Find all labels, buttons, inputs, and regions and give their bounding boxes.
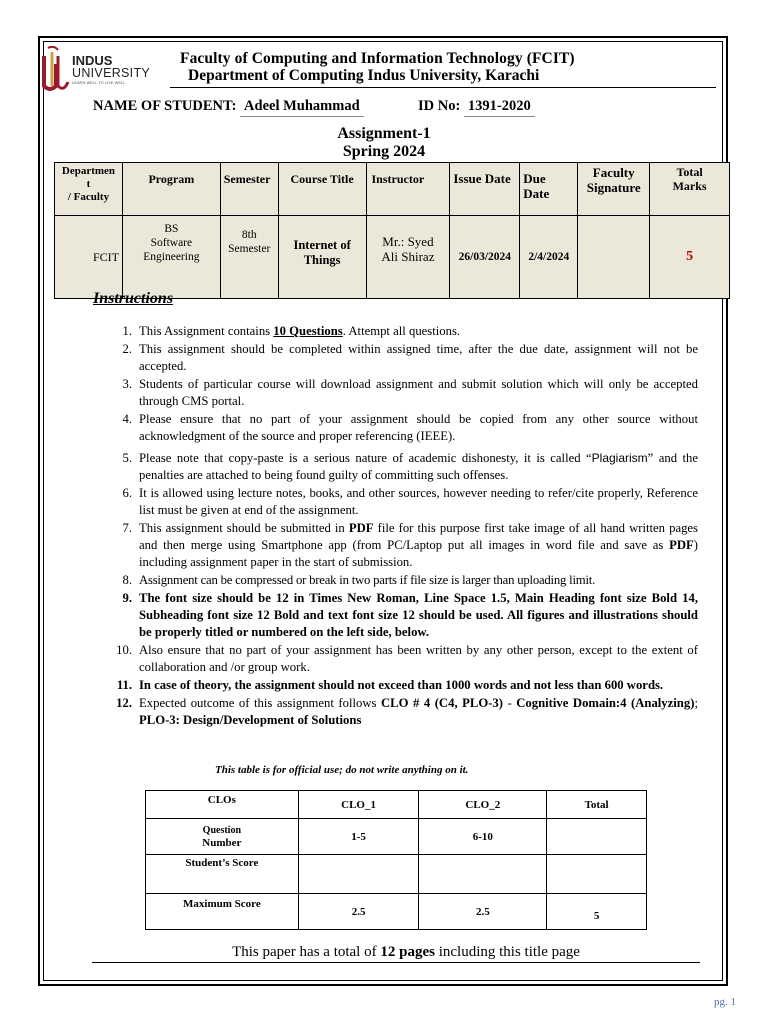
header-department: Departmen t / Faculty [55, 163, 123, 216]
logo-name: INDUS [72, 53, 113, 68]
list-item: 11. In case of theory, the assignment should not exceed than 1000 words and not less than 600 words. [116, 678, 664, 692]
course-info-table [54, 162, 730, 299]
cell-issue-date: 26/03/2024 [450, 216, 520, 299]
cell-course-title: Internet of Things [278, 216, 366, 299]
cell-program: BS Software Engineering [122, 216, 220, 299]
list-item: 1. This Assignment contains 10 Questions. Attempt all questions. [122, 324, 461, 338]
table-row: Question Number 1-5 6-10 [146, 819, 647, 855]
student-name-label: NAME OF STUDENT: [93, 98, 237, 114]
header-issue-date: Issue Date [450, 163, 520, 216]
cell-faculty-signature [578, 216, 650, 299]
clo-table [145, 790, 647, 930]
list-item: 6. It is allowed using lecture notes, books, and other sources, however needing to refer/cite properly, Reference list must be given at end of the assignment. [122, 486, 698, 517]
total-pages-note: This paper has a total of 12 pages including this title page [232, 944, 580, 960]
list-item: 3. Students of particular course will download assignment and submit solution which will only be accepted through CMS portal. [122, 377, 698, 408]
list-item: 5. Please note that copy-paste is a serious nature of academic dishonesty, it is called “Plagiarism” and the penalties are attached to being found guilty of committing such offenses. [122, 451, 699, 482]
official-use-note: This table is for official use; do not write anything on it. [215, 764, 469, 776]
header-due-date: Due Date [520, 163, 578, 216]
assignment-term: Spring 2024 [342, 143, 426, 160]
list-item: 7. This assignment should be submitted in PDF file for this purpose first take image of all hand written pages and then merge using Smartphone app (from PC/Laptop put all images in word file and save as PDF) including assignment paper in the start of submission. [122, 521, 698, 569]
cell-instructor: Mr.: Syed Ali Shiraz [366, 216, 450, 299]
header-course-title: Course Title [278, 163, 366, 216]
cell-total-marks: 5 [650, 216, 730, 299]
instructions-list [108, 323, 698, 730]
student-id-value: 1391-2020 [464, 98, 535, 117]
list-item: 9. The font size should be 12 in Times New Roman, Line Space 1.5, Main Heading font size Bold 14, Subheading font size 12 Bold and text font size 12 should be used. All figures and illustrations should be properly titled or numbered on the left side, below. [122, 591, 698, 639]
student-name-row [93, 98, 364, 117]
university-logo [42, 46, 162, 92]
instructions-heading: Instructions [93, 290, 174, 307]
assignment-title: Assignment-1 [337, 125, 431, 142]
student-id-row [418, 98, 535, 117]
table-row: Maximum Score 2.5 2.5 5 [146, 894, 647, 930]
page-number: pg. 1 [714, 996, 736, 1008]
table-row: Student’s Score [146, 855, 647, 894]
list-item: 8. Assignment can be compressed or break in two parts if file size is larger than uploading limit. [122, 573, 596, 587]
department-heading: Department of Computing Indus University, Karachi [188, 67, 540, 84]
student-name-value: Adeel Muhammad [240, 98, 364, 117]
cell-semester: 8th Semester [220, 216, 278, 299]
header-divider [170, 87, 716, 88]
list-item: 4. Please ensure that no part of your assignment should be copied from any other source without acknowledgment of the source and proper referencing (IEEE). [122, 412, 698, 443]
cell-department: FCIT [55, 216, 123, 299]
table-row [55, 216, 730, 299]
header-program: Program [122, 163, 220, 216]
footer-divider [92, 962, 700, 963]
list-item: 2. This assignment should be completed within assigned time, after the due date, assignment will not be accepted. [122, 342, 698, 373]
header-total-marks: Total Marks [650, 163, 730, 216]
header-instructor: Instructor [366, 163, 450, 216]
logo-tagline: LEARN WELL TO LIVE WELL [72, 80, 126, 85]
header-semester: Semester [220, 163, 278, 216]
table-header-row [55, 163, 730, 216]
header-faculty-signature: Faculty Signature [578, 163, 650, 216]
faculty-heading: Faculty of Computing and Information Technology (FCIT) [180, 50, 575, 67]
list-item: 10. Also ensure that no part of your assignment has been written by any other person, except to the extent of collaboration and /or group work. [116, 643, 698, 674]
cell-due-date: 2/4/2024 [520, 216, 578, 299]
logo-sub: UNIVERSITY [72, 66, 151, 80]
table-row: CLOs CLO_1 CLO_2 Total [146, 791, 647, 819]
student-id-label: ID No: [418, 98, 461, 114]
list-item: 12. Expected outcome of this assignment follows CLO # 4 (C4, PLO-3) - Cognitive Domain:4 (Analyzing); PLO-3: Design/Development of Solutions [116, 696, 698, 727]
